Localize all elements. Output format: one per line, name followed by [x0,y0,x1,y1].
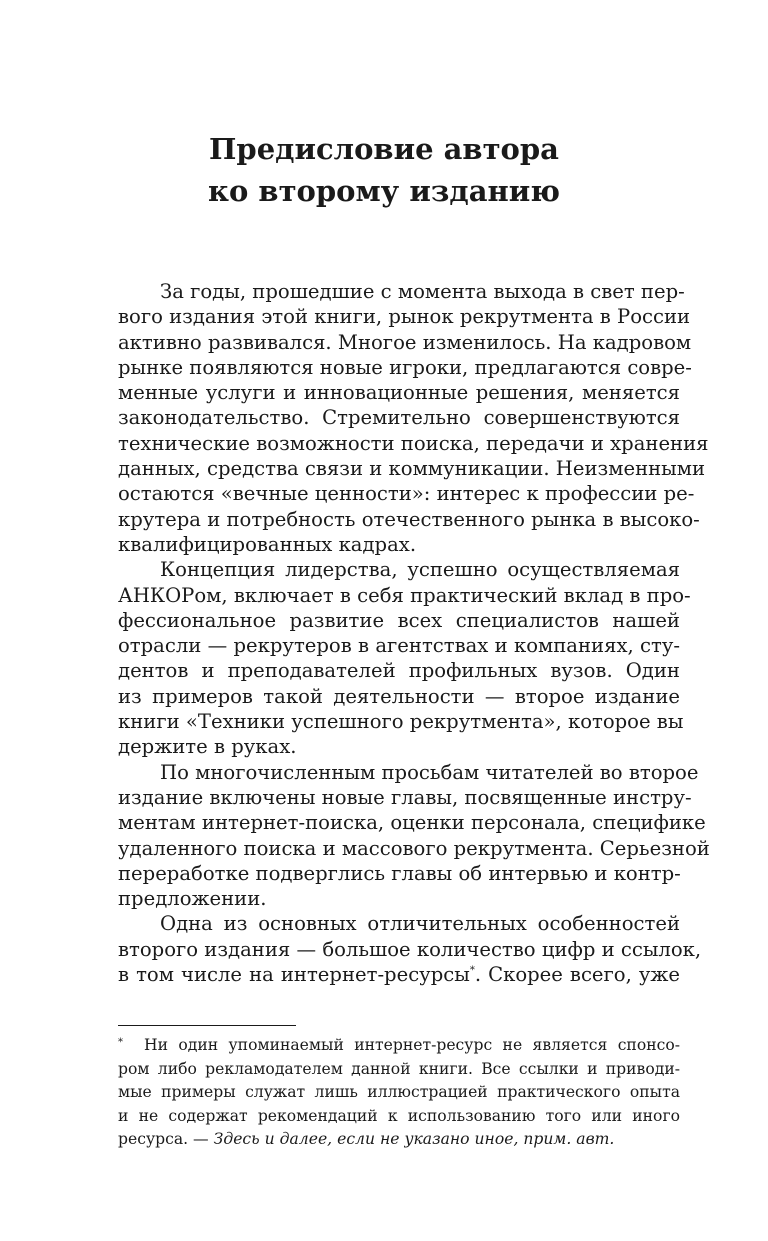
text-line: крутера и потребность отечественного рынка в высоко- [118,507,700,531]
text-line: второго издания — большое количество цифр и ссылок, [118,937,702,961]
chapter-title-line-2: ко второму изданию [208,174,560,208]
chapter-title-line-1: Предисловие автора [209,132,559,166]
text-segment: . Скорее всего, уже [474,963,680,987]
footnote-line: Ни один упоминаемый интернет-ресурс не является спонсо- [144,1036,680,1054]
text-line [118,962,680,987]
text-line: из примеров такой деятельности — второе издание [118,684,680,708]
text-line: держите в руках. [118,735,297,759]
paragraph-3 [118,760,710,912]
footnote-line [118,1128,680,1152]
footnote-line: ром либо рекламодателем данной книги. Все ссылки и приводи- [118,1059,680,1078]
text-line: книги «Техники успешного рекрутмента», которое вы [118,710,684,734]
text-line: переработке подверглись главы об интервью и контр- [118,861,681,885]
text-line: предложении. [118,887,267,911]
text-line: ментам интернет-поиска, оценки персонала, специфике [118,811,706,835]
text-line: издание включены новые главы, посвященные инстру- [118,785,692,809]
text-line: фессиональное развитие всех специалистов нашей [118,608,680,632]
paragraph-2 [118,557,691,759]
footnote-italic-note: Здесь и далее, если не указано иное, прим. авт. [213,1130,615,1148]
text-line: законодательство. Стремительно совершенствуются [118,406,680,430]
text-line: вого издания этой книги, рынок рекрутмента в России [118,305,691,329]
text-line: Одна из основных отличительных особенностей [160,912,680,936]
text-line: АНКОРом, включает в себя практический вклад в про- [118,583,691,607]
footnote [118,1034,680,1152]
text-line: По многочисленным просьбам читателей во второе [160,760,699,784]
text-line: остаются «вечные ценности»: интерес к профессии ре- [118,482,695,506]
paragraph-4 [118,911,702,987]
footnote-divider [118,1025,296,1026]
text-segment: в том числе на интернет-ресурсы [118,963,470,987]
footnote-marker: * [118,1037,123,1048]
text-line: квалифицированных кадрах. [118,532,417,556]
footnote-text-segment: ресурса. — [118,1130,214,1148]
text-line: Концепция лидерства, успешно осуществляемая [160,558,680,582]
text-line: удаленного поиска и массового рекрутмента. Серьезной [118,836,710,860]
footnote-reference[interactable]: * [469,965,475,977]
text-line: отрасли — рекрутеров в агентствах и компаниях, сту- [118,634,680,658]
chapter-title [0,128,768,212]
text-line: рынке появляются новые игроки, предлагаются совре- [118,355,692,379]
body-text [118,279,710,987]
text-line: данных, средства связи и коммуникации. Неизменными [118,457,706,481]
text-line: активно развивался. Многое изменилось. На кадровом [118,330,692,354]
text-line: дентов и преподавателей профильных вузов. Один [118,659,680,683]
text-line: За годы, прошедшие с момента выхода в свет пер- [160,280,685,303]
footnote-line: и не содержат рекомендаций к использованию того или иного [118,1106,680,1125]
text-line: менные услуги и инновационные решения, меняется [118,381,680,405]
footnote-line: мые примеры служат лишь иллюстрацией практического опыта [118,1083,680,1101]
text-line: технические возможности поиска, передачи и хранения [118,431,709,455]
paragraph-1 [118,279,709,557]
